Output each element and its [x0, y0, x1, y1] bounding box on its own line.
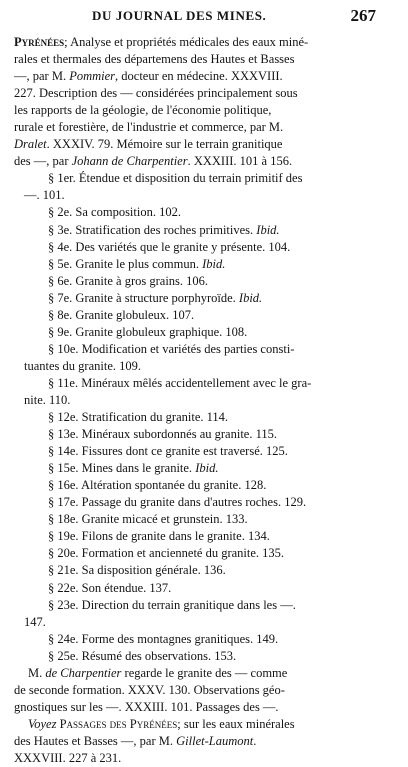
- text-segment: M.: [28, 665, 46, 680]
- text-segment: § 4e. Des variétés que le granite y présente. 104.: [48, 239, 291, 254]
- text-segment: § 3e. Stratification des roches primitives.: [48, 222, 257, 237]
- text-line: [14, 460, 384, 477]
- text-line: [14, 511, 384, 528]
- text-segment: § 17e. Passage du granite dans d'autres roches. 129.: [48, 495, 307, 510]
- text-segment: —, par M.: [14, 69, 70, 84]
- text-line: [14, 358, 384, 375]
- text-line: [14, 648, 384, 665]
- text-line: [14, 580, 384, 597]
- page-number: 267: [350, 6, 376, 25]
- text-line: [14, 256, 384, 273]
- italic-text: Ibid.: [256, 222, 280, 237]
- text-line: [14, 290, 384, 307]
- text-segment: § 10e. Modification et variétés des parties consti-: [48, 341, 295, 356]
- text-segment: § 14e. Fissures dont ce granite est traversé. 125.: [48, 444, 288, 459]
- text-segment: § 6e. Granite à gros grains. 106.: [48, 273, 209, 288]
- text-line: [14, 682, 384, 699]
- text-line: [14, 545, 384, 562]
- text-line: [14, 341, 384, 358]
- text-segment: § 15e. Mines dans le granite.: [48, 461, 196, 476]
- text-line: [14, 307, 384, 324]
- text-line: [14, 443, 384, 460]
- text-line: [14, 750, 384, 767]
- text-segment: § 9e. Granite globuleux graphique. 108.: [48, 324, 248, 339]
- text-segment: § 18e. Granite micacé et grunstein. 133.: [48, 512, 248, 527]
- text-line: [14, 494, 384, 511]
- text-segment: nite. 110.: [24, 392, 71, 407]
- text-segment: § 1er. Étendue et disposition du terrain primitif des: [48, 171, 303, 186]
- text-line: [14, 153, 384, 170]
- text-segment: § 5e. Granite le plus commun.: [48, 256, 203, 271]
- text-segment: § 2e. Sa composition. 102.: [48, 205, 181, 220]
- text-segment: tuantes du granite. 109.: [24, 358, 141, 373]
- text-line: [14, 102, 384, 119]
- text-line: [14, 136, 384, 153]
- text-line: [14, 68, 384, 85]
- italic-text: Johann de Charpentier: [71, 154, 188, 169]
- text-segment: § 7e. Granite à structure porphyroïde.: [48, 290, 239, 305]
- text-line: [14, 34, 384, 51]
- text-segment: des —, par: [14, 154, 72, 169]
- text-segment: § 13e. Minéraux subordonnés au granite. 115.: [48, 427, 277, 442]
- text-line: [14, 119, 384, 136]
- italic-text: Dralet: [14, 137, 47, 152]
- italic-text: Ibid.: [238, 290, 263, 305]
- text-line: [14, 239, 384, 256]
- text-segment: § 8e. Granite globuleux. 107.: [48, 307, 195, 322]
- text-line: [14, 204, 384, 221]
- text-segment: des Hautes et Basses —, par M.: [14, 733, 177, 748]
- text-segment: § 21e. Sa disposition générale. 136.: [48, 563, 226, 578]
- text-line: [14, 614, 384, 631]
- text-segment: regarde le granite des — comme: [121, 665, 288, 680]
- index-entry-body: [14, 34, 384, 767]
- text-segment: § 25e. Résumé des observations. 153.: [48, 648, 237, 663]
- text-line: [14, 375, 384, 392]
- text-line: [14, 528, 384, 545]
- text-line: [14, 699, 384, 716]
- italic-text: Gillet-Laumont: [176, 733, 254, 748]
- text-segment: § 19e. Filons de granite dans le granite. 134.: [48, 529, 270, 544]
- italic-text: Voyez: [28, 716, 57, 731]
- text-line: [14, 273, 384, 290]
- text-segment: —. 101.: [24, 188, 65, 203]
- text-segment: § 22e. Son étendue. 137.: [48, 580, 172, 595]
- text-segment: rurale et forestière, de l'industrie et commerce, par M.: [14, 120, 284, 135]
- text-line: [14, 716, 384, 733]
- text-line: [14, 665, 384, 682]
- text-segment: . XXXIII. 101 à 156.: [187, 154, 293, 169]
- text-segment: § 20e. Formation et ancienneté du granite. 135.: [48, 546, 285, 561]
- text-segment: gnostiques sur les —. XXXIII. 101. Passages des —.: [14, 699, 279, 714]
- text-line: [14, 409, 384, 426]
- text-line: [14, 85, 384, 102]
- text-segment: .: [253, 733, 257, 748]
- text-line: [14, 426, 384, 443]
- text-segment: § 24e. Forme des montagnes granitiques. 149.: [48, 631, 279, 646]
- text-segment: , docteur en médecine. XXXVIII.: [115, 69, 283, 84]
- text-line: [14, 187, 384, 204]
- text-line: [14, 170, 384, 187]
- page-header: [0, 6, 408, 26]
- text-segment: XXXVIII. 227 à 231.: [14, 750, 122, 765]
- text-line: [14, 733, 384, 750]
- text-segment: rales et thermales des départemens des Hautes et Basses: [14, 52, 295, 67]
- text-line: [14, 222, 384, 239]
- text-segment: § 23e. Direction du terrain granitique dans les —.: [48, 597, 296, 612]
- italic-text: Ibid.: [195, 461, 219, 476]
- text-segment: § 16e. Altération spontanée du granite. 128.: [48, 478, 267, 493]
- text-line: [14, 324, 384, 341]
- running-title: DU JOURNAL DES MINES.: [92, 8, 267, 23]
- text-line: [14, 392, 384, 409]
- text-line: [14, 597, 384, 614]
- italic-text: Ibid.: [202, 256, 226, 271]
- small-caps-text: Passages des Pyrénées: [59, 716, 178, 731]
- text-segment: § 11e. Minéraux mêlés accidentellement avec le gra-: [48, 375, 312, 390]
- italic-text: de Charpentier: [45, 665, 122, 680]
- text-line: [14, 51, 384, 68]
- text-segment: ; sur les eaux minérales: [177, 716, 295, 731]
- text-segment: 147.: [24, 614, 46, 629]
- text-segment: de seconde formation. XXXV. 130. Observations géo-: [14, 682, 285, 697]
- text-segment: ; Analyse et propriétés médicales des eaux miné-: [64, 35, 309, 49]
- text-line: [14, 562, 384, 579]
- text-segment: les rapports de la géologie, de l'économie politique,: [14, 103, 272, 118]
- italic-text: Pommier: [69, 69, 116, 84]
- small-caps-text: Pyrénées: [14, 35, 65, 49]
- text-line: [14, 631, 384, 648]
- text-segment: § 12e. Stratification du granite. 114.: [48, 410, 229, 425]
- text-segment: 227. Description des — considérées principalement sous: [14, 86, 298, 101]
- text-line: [14, 477, 384, 494]
- text-segment: . XXXIV. 79. Mémoire sur le terrain granitique: [46, 137, 283, 152]
